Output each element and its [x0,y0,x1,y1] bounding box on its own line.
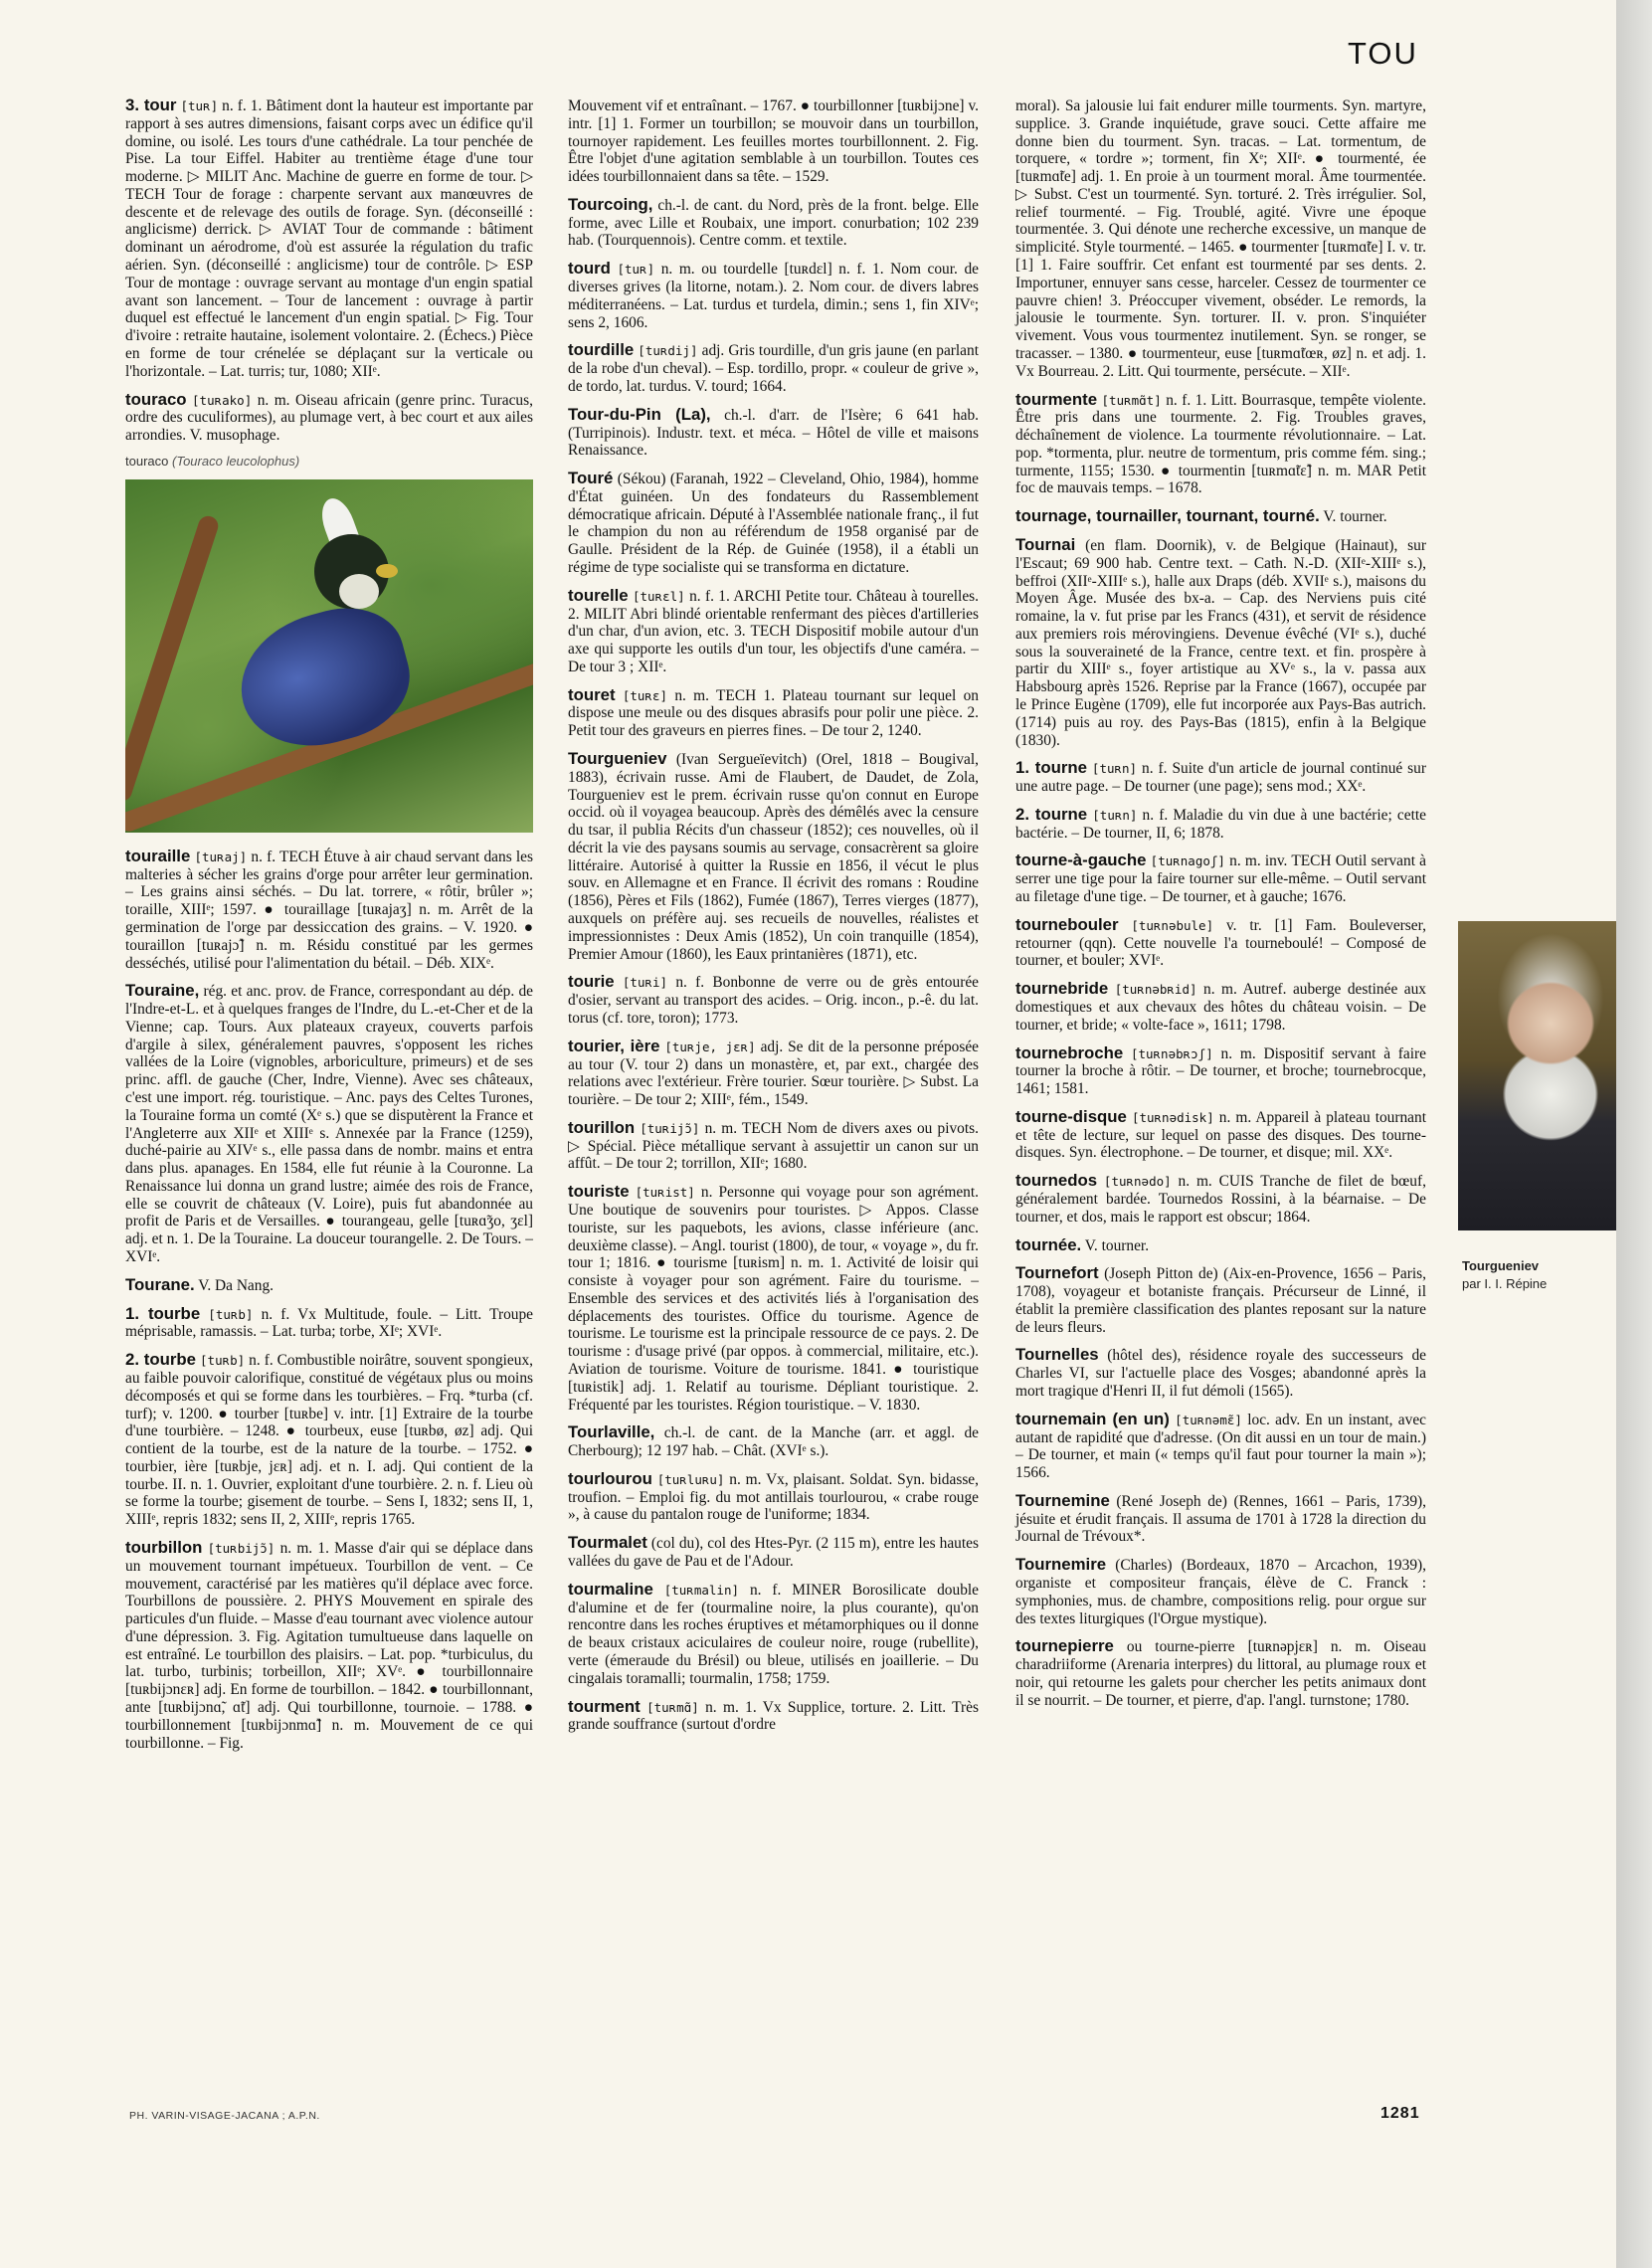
phonetic: [tuʀnədisk] [1131,1109,1214,1125]
phonetic: [tuʀbijɔ̃] [207,1540,275,1556]
headword: tournepierre [1015,1636,1114,1656]
figure-caption-touraco [125,454,533,469]
entry [125,1350,533,1529]
phonetic: [tuʀje, jɛʀ] [664,1039,756,1054]
phonetic: [tuʀb] [200,1353,246,1369]
phonetic: [tuʀmɑ̃] [646,1699,699,1715]
definition: ch.-l. de cant. de la Manche (arr. et aggl. de Cherbourg); 12 197 hab. – Chât. (XVIᵉ s.). [568,1424,979,1460]
entry [125,1538,533,1752]
headword: Tournefort [1015,1263,1099,1283]
definition: V. tourner. [1323,508,1387,526]
entry [568,749,979,963]
page-number: 1281 [1380,2105,1420,2122]
definition: n. f. Vx Multitude, foule. – Litt. Troupe méprisable, ramassis. – Lat. turba; torbe, XIᵉ; XVIᵉ. [125,1305,533,1341]
phonetic: [tuʀmɑ̃t] [1101,392,1162,408]
definition: n. m. TECH 1. Plateau tournant sur lequel on dispose une meule ou des disques abrasifs pour polir une pièce. 2. Petit tour des graveurs en pierres fines. – De tour 2, 1240. [568,686,979,740]
entry [568,1118,979,1173]
definition: n. f. Maladie du vin due à une bactérie; cette bactérie. – De tourner, II, 6; 1878. [1015,806,1426,842]
running-head: TOU [1348,36,1418,71]
definition: v. tr. [1] Fam. Bouleverser, retourner (qqn). Cette nouvelle l'a tourneboulé! – Composé de tourner, et bouler; XVIᵉ. [1015,916,1426,970]
bird-beak-shape [376,564,398,578]
entry [1015,1263,1426,1336]
entry [125,390,533,445]
headword: touraco [125,389,187,409]
headword: touret [568,684,616,704]
definition: n. m. Dispositif servant à faire tourner la broche à rôtir. – De tourner, et broche; tournebrocque, 1461; 1581. [1015,1044,1427,1098]
phonetic: [tuʀnəbʀid] [1114,982,1197,998]
phonetic: [tuʀijɔ̃] [640,1120,700,1136]
entry [568,1182,979,1414]
headword: tourdille [568,340,635,360]
entry [1015,506,1426,526]
phonetic: [tuʀnədo] [1103,1174,1172,1190]
headword: 1. tourbe [125,1303,201,1323]
definition: rég. et anc. prov. de France, correspondant au dép. de l'Indre-et-L. et à quelques franges de l'Indre, du L.-et-Cher et de la Vienne; cap. Tours. Aux plateaux crayeux, couverts parfois d'argile à silex, généralement pauvres, s'opposent les riches vallées de la Loire (vignobles, arboriculture, primeurs) et de ses princ. affl. de gauche (Cher, Indre, Vienne). Avec ses châteaux, c'est une import. rég. touristique. – Anc. pays des Celtes Turones, la Touraine forma un comté (Xᵉ s.) que se disputèrent la France et l'Angleterre aux XIIᵉ et XIIIᵉ s. Annexée par la France (1259), duché-pairie au XIVᵉ s., elle passa dans de nombr. mains et entra dans plus. apanages. En 1584, elle fut réunie à la Couronne. La Renaissance lui donna un grand lustre; aimée des rois de France, elle se couvrit de châteaux (V. Loire), puis fut abandonnée au profit de Paris et de Versailles. ● tourangeau, gelle [tuʀɑ̃ʒo, ʒɛl] adj. et n. 1. De la Touraine. La douceur tourangelle. 2. De Tours. – XVIᵉ. [125,983,533,1266]
definition: (Sékou) (Faranah, 1922 – Cleveland, Ohio, 1984), homme d'État guinéen. Un des fondateurs du Rassemblement démocratique africain. Député à l'Assemblée nationale franç., il fut le champion du non au référendum de 1958 organisé par de Gaulle. Président de la Rép. de Guinée (1958), il a établi un régime de type socialiste qui se transforma en dictature. [568,471,979,576]
headword: tourmente [1015,389,1098,409]
definition: n. m. Appareil à plateau tournant et tête de lecture, sur lequel on passe des disques. Des tourne-disques. Syn. électrophone. – De tourner, et disque; mil. XXᵉ. [1015,1108,1426,1162]
headword: tourie [568,972,615,992]
definition: n. m. inv. TECH Outil servant à serrer une tige pour la faire tourner sur elle-même. – Outil servant au filetage d'une tige. – De tourner, et à gauche; 1676. [1015,852,1426,906]
headword: tournebouler [1015,914,1119,934]
phonetic: [tuʀnəmɛ̃] [1175,1412,1242,1427]
headword: tourne-à-gauche [1015,850,1147,870]
headword: tournebride [1015,979,1109,999]
definition: V. Da Nang. [198,1276,275,1294]
definition: ch.-l. d'arr. de l'Isère; 6 641 hab. (Turripinois). Industr. text. et méca. – Hôtel de ville et maisons Renaissance. [568,406,979,460]
headword: Tourlaville, [568,1422,655,1442]
entry [1015,1107,1426,1162]
headword: tournedos [1015,1171,1098,1191]
entry [1015,95,1426,381]
phonetic: [tuʀn] [1091,761,1138,777]
headword: 1. tourne [1015,758,1087,778]
phonetic: [tuʀn] [1092,807,1138,823]
entry [568,340,979,395]
entry [568,1469,979,1524]
definition: n. f. Suite d'un article de journal continué sur une autre page. – De tourner (une page); sens mod.; XXᵉ. [1015,760,1426,796]
phonetic: [tuʀb] [208,1306,254,1322]
definition: n. f. 1. Litt. Bourrasque, tempête violente. Être pris dans une tourmente. 2. Fig. Troubles graves, déchaînement de violence. La tourmente révolutionnaire. – Lat. pop. *tormenta, plur. neutre de tormentum, pris comme fém. sing.; turmente, 1155; 1530. ● tourmentin [tuʀmɑ̃tɛ̃] n. m. MAR Petit foc de mauvais temps. – 1678. [1015,391,1427,497]
entry [1015,1555,1426,1627]
headword: touriste [568,1182,630,1202]
definition: (Charles) (Bordeaux, 1870 – Arcachon, 1939), organiste et compositeur français, élève de C. Franck : symphonies, mus. de chambre, compositions relig. pour orgue sur des textes liturgiques (l'Orgue mystique). [1015,1557,1426,1627]
entry [568,195,979,250]
entry [568,685,979,740]
headword: 3. tour [125,95,177,114]
touraco-bird-image [125,479,533,833]
entry [1015,805,1426,843]
tourgueniev-portrait-image [1458,921,1626,1230]
entry [1015,1636,1426,1709]
entry [1015,758,1426,796]
headword: tourd [568,259,611,279]
portrait-caption-artist: par I. I. Répine [1462,1276,1548,1292]
headword: tourmaline [568,1579,653,1599]
headword: Tourgueniev [568,749,667,768]
headword: tourillon [568,1117,636,1137]
entry [568,972,979,1027]
entry [1015,979,1426,1034]
headword: Tournemine [1015,1490,1110,1510]
entry [1015,1491,1426,1546]
portrait-caption-name: Tourgueniev [1462,1258,1540,1273]
definition: n. m. 1. Vx Supplice, torture. 2. Litt. Très grande souffrance (surtout d'ordre [568,1698,979,1734]
headword: tourbillon [125,1537,203,1557]
headword: Tournai [1015,534,1076,554]
entry [568,1533,979,1571]
phonetic: [tuʀaj] [194,849,248,864]
headword: tourne-disque [1015,1106,1127,1126]
entry [125,981,533,1266]
phonetic: [tuʀako] [192,392,253,408]
page-edge-shadow [1616,0,1652,2268]
entry [1015,1345,1426,1400]
definition: moral). Sa jalousie lui fait endurer mille tourments. Syn. martyre, supplice. 3. Grande inquiétude, grave souci. Cette affaire me donne bien du tourment. Syn. tracas. – Lat. tormentum, de torquere, « tordre »; torment, fin Xᵉ; XIIᵉ. ● tourmenté, ée [tuʀmɑ̃te] adj. 1. En proie à un tourment moral. Âme tourmentée. ▷ Subst. C'est un tourmenté. Syn. torturé. 2. Très irrégulier. Sol, relief tourmenté. – Fig. Troublé, agité. Vivre une époque tourmentée. 3. Qui dénote une recherche excessive, un manque de simplicité. Style tourmenté. – 1465. ● tourmenter [tuʀmɑ̃te] I. v. tr. [1] 1. Faire souffrir. Cet enfant est tourmenté par ses dents. 2. Importuner, ennuyer sans cesse, harceler. Cessez de tourmenter ce pauvre chien! 3. Préoccuper vivement, obséder. Le remords, la jalousie le tourmente. Syn. torturer. II. v. pron. S'inquiéter vivement. Vous vous tourmentez inutilement. Syn. se ronger, se tracasser. – 1380. ● tourmenteur, euse [tuʀmɑ̃tœʀ, øz] n. et adj. 1. Vx Bourreau. 2. Litt. Qui tourmente, persécute. – XIIᵉ. [1015,97,1426,380]
definition: adj. Gris tourdille, d'un gris jaune (en parlant de la robe d'un cheval). – Esp. tordillo, propr. « couleur de grive », de tordo, lat. turdus. V. tourd; 1664. [568,342,979,395]
phonetic: [tuʀɛ] [622,687,668,703]
definition: Mouvement vif et entraînant. – 1767. ● tourbillonner [tuʀbijɔne] v. intr. [1] 1. Former un tourbillon; se mouvoir dans un tourbillon, tournoyer rapidement. Les feuilles mortes tourbillonnent. 2. Fig. Être l'objet d'une agitation semblable à un tourbillon. Toutes ces idées tourbillonnaient dans sa tête. – 1529. [568,97,979,186]
bird-cheek-shape [339,574,379,609]
definition: n. f. Bonbonne de verre ou de grès entourée d'osier, servant au transport des acides. – Orig. incon., p.-ê. du lat. torus (cf. tore, toron); 1773. [568,974,979,1027]
definition: n. f. TECH Étuve à air chaud servant dans les malteries à sécher les grains d'orge pour arrêter leur germination. – Les grains ainsi séchés. – Du lat. torrere, « rôtir, brûler »; toraille, XIIIᵉ; 1597. ● touraillage [tuʀajaʒ] n. m. Arrêt de la germination de l'orge par dessiccation des grains. – V. 1920. ● touraillon [tuʀajɔ̃] n. m. Résidu constitué par les germes desséchés, utilisé pour l'alimentation du bétail. – Déb. XIXᵉ. [125,848,533,972]
definition: (René Joseph de) (Rennes, 1661 – Paris, 1739), jésuite et érudit français. Il assuma de 1701 à 1728 la direction du Journal de Trévoux*. [1015,1492,1426,1546]
touraco-photo [125,479,533,833]
headword: Tourmalet [568,1533,647,1553]
entry [568,1422,979,1460]
branch-shape [125,513,221,803]
headword: tourier, ière [568,1036,660,1055]
definition: n. m. Autref. auberge destinée aux domestiques et aux chevaux des hôtes du château voisin. – De tourner, et bride; « volte-face », 1611; 1798. [1015,981,1426,1034]
entry [1015,1410,1426,1482]
headword: tourment [568,1696,641,1716]
definition: V. tourner. [1084,1236,1150,1254]
column-left [125,95,533,1761]
entry [125,1275,533,1295]
headword: Touré [568,469,614,488]
entry [1015,1235,1426,1255]
definition: n. m. Vx, plaisant. Soldat. Syn. bidasse, troufion. – Emploi fig. du mot antillais tourlourou, « crabe rouge », à cause du pantalon rouge de l'uniforme; 1834. [568,1470,979,1524]
headword: tournemain (en un) [1015,1409,1170,1428]
definition: (hôtel des), résidence royale des successeurs de Charles VI, sur l'actuelle place des Vosges; abandonné après la mort tragique d'Henri II, il fut démoli (1565). [1015,1347,1426,1400]
entry [125,847,533,972]
caption-latin: (Touraco leucolophus) [172,453,300,469]
entry [125,95,533,381]
entry [568,1580,979,1688]
column-right [1015,95,1426,1719]
entry [1015,1043,1426,1098]
definition: (en flam. Doornik), v. de Belgique (Hainaut), sur l'Escaut; 69 900 hab. Centre text. – Cath. N.-D. (XIIᵉ-XIIIᵉ s.), beffroi (XIIᵉ-XIIIᵉ s.), halle aux Draps (déb. XVIIᵉ s.), maisons du Moyen Âge. Musée des bx-a. – Cap. des Nerviens puis cité romaine, la v. fut prise par les Francs (431), et servit de résidence aux premiers rois mérovingiens. Devenue évêché (VIᵉ s.), duché sous la souveraineté de la France, centre text. et fin. prospère à partir du XIIIᵉ s., foyer artistique au XVᵉ s., la v. passa aux Habsbourg après 1526. Reprise par la France (1667), occupée par le Prince Eugène (1709), elle fut incorporée aux Pays-Bas autrich. (1714) puis au roy. des Pays-Bas (1815), enfin à la Belgique (1830). [1015,536,1426,749]
definition: n. Personne qui voyage pour son agrément. Une boutique de souvenirs pour touristes. ▷ Appos. Classe touriste, sur les paquebots, les avions, classe inférieure (anc. deuxième classe). – Angl. tourist (1800), de tour, « voyage », du fr. tour 1; 1816. ● tourisme [tuʀism] n. m. 1. Activité de loisir qui consiste à voyager pour son agrément. Faire du tourisme. – Ensemble des services et des activités liés à l'organisation des déplacements des touristes. Office du tourisme. Agence de tourisme. Le tourisme est la principale ressource de ce pays. 2. De tourisme : d'usage privé (par oppos. à commercial, militaire, etc.). Aviation de tourisme. Voiture de tourisme. 1841. ● touristique [tuʀistik] adj. 1. Relatif au tourisme. Dépliant touristique. 2. Fréquenté par les touristes. Région touristique. – V. 1830. [568,1184,979,1414]
phonetic: [tuʀmalin] [663,1582,739,1598]
definition: n. m. ou tourdelle [tuʀdɛl] n. f. 1. Nom cour. de diverses grives (la litorne, notam.). 2. Nom cour. de divers labres méditerranéens. – Lat. turdus et turdela, dimin.; sens 1, fin XIVᵉ; sens 2, 1606. [568,261,979,331]
entry [568,259,979,331]
definition: n. m. TECH Nom de divers axes ou pivots. ▷ Spécial. Pièce métallique servant à assujettir un canon sur un affût. – De tour 2; torrillon, XIIᵉ; 1680. [568,1119,979,1173]
headword: Tour-du-Pin (La), [568,404,711,424]
phonetic: [tuʀi] [622,975,668,991]
definition: loc. adv. En un instant, avec autant de rapidité que d'adresse. (On dit aussi en un tour de main.) – De tourner, et main (« temps qu'il faut pour tourner la main »); 1566. [1015,1411,1426,1482]
headword: 2. tourbe [125,1350,197,1370]
phonetic: [tuʀist] [635,1185,695,1201]
headword: touraille [125,846,191,865]
caption-name: touraco [125,453,169,469]
headword: tournée. [1015,1234,1082,1254]
entry [568,469,979,577]
definition: n. f. MINER Borosilicate double d'alumine et de fer (tourmaline noire, la plus courante), qu'on rencontre dans les roches éruptives et métamorphiques ou il donne de beaux cristaux aciculaires de couleur noire, rouge (rubellite), verte (émeraude du Brésil) ou bleue, utilisés en joaillerie. – Du cingalais toramalli; tourmalin, 1758; 1759. [568,1581,979,1687]
phonetic: [tuʀnəbule] [1131,917,1214,933]
definition: (col du), col des Htes-Pyr. (2 115 m), entre les hautes vallées du gave de Pau et de l'Adour. [568,1535,979,1571]
entry [568,405,979,460]
photo-credit: PH. VARIN-VISAGE-JACANA ; A.P.N. [129,2110,320,2122]
entry [568,586,979,676]
headword: Tourane. [125,1274,195,1294]
entry [1015,1171,1426,1226]
bird-body-shape [226,594,423,763]
phonetic: [tuʀ] [617,262,655,278]
definition: ou tourne-pierre [tuʀnəpjɛʀ] n. m. Oiseau charadriiforme (Arenaria interpres) du littoral, au plumage roux et noir, qui retourne les galets pour chercher les petits animaux dont il se nourrit. – De tourner, et pierre, d'ap. l'angl. turnstone; 1780. [1015,1638,1426,1709]
phonetic: [tuʀluʀu] [656,1471,725,1487]
definition: n. m. CUIS Tranche de filet de bœuf, généralement bardée. Tournedos Rossini, à la béarnaise. – De tourner, et dos, mais le rapport est obscur; 1864. [1015,1173,1426,1226]
entry [1015,390,1426,498]
entry [125,1304,533,1342]
entry [568,95,979,186]
headword: Tourcoing, [568,194,653,214]
definition: (Ivan Sergueïevitch) (Orel, 1818 – Bougival, 1883), écrivain russe. Ami de Flaubert, de Daudet, de Zola, Tourgueniev est le prem. écrivain russe qu'on connut en Europe occid. où il voyagea beaucoup. Après des démêlés avec la censure du tsar, il publia Récits d'un chasseur (1852); ces nouvelles, où il décrit la vie des paysans soumis au servage, consacrèrent sa gloire littéraire. Autorisé à quitter la Russie en 1856, il vécut le plus souv. en Allemagne et en France. Il écrivit des romans : Roudine (1856), Pères et Fils (1862), Fumée (1867), Terres vierges (1877), auxquels on préfère auj. ses recueils de nouvelles, réalistes et impressionnistes : Deux Amis (1852), Un coin tranquille (1854), Premier Amour (1860), les Eaux printanières (1871), etc. [568,751,979,963]
headword: tourlourou [568,1468,652,1488]
entry [1015,915,1426,970]
definition: n. m. Oiseau africain (genre princ. Turacus, ordre des cuculiformes), au plumage vert, à bec court et aux ailes arrondies. V. musophage. [125,391,533,445]
portrait-caption [1462,1257,1547,1293]
definition: adj. Se dit de la personne préposée au tour (V. tour 2) dans un monastère, et, par ext., chargée des relations avec l'extérieur. Frère tourier. Sœur tourière. ▷ Subst. La tourière. – De tour 2; XIIIᵉ, fém., 1549. [568,1038,980,1109]
phonetic: [tuʀɛl] [633,588,685,604]
entry [1015,535,1426,749]
headword: Tournelles [1015,1345,1099,1365]
headword: Tournemire [1015,1555,1107,1575]
entry [1015,850,1426,905]
entry [568,1037,979,1109]
phonetic: [tuʀnagoʃ] [1150,853,1225,869]
column-middle [568,95,979,1743]
definition: n. m. 1. Masse d'air qui se déplace dans un mouvement tournant impétueux. Tourbillon de vent. – Ce mouvement, caractérisé par les matières qu'il déplace avec force. Tourbillons de poussière. 2. PHYS Mouvement en spirale des particules d'un fluide. – Masse d'eau tournant avec violence autour d'une dépression. 3. Fig. Agitation tumultueuse dans laquelle on est entraîné. Le tourbillon des plaisirs. – Lat. pop. *turbiculus, du lat. turbo, turbinis; torbeillon, XIIᵉ; XVᵉ. ● tourbillonnaire [tuʀbijɔnɛʀ] adj. En forme de tourbillon. – 1842. ● tourbillonnant, ante [tuʀbijɔnɑ̃, ɑ̃t] adj. Qui tourbillonne, tournoie. – 1788. ● tourbillonnement [tuʀbijɔnmɑ̃] n. m. Mouvement de ce qui tourbillonne. – Fig. [125,1539,533,1752]
definition: (Joseph Pitton de) (Aix-en-Provence, 1656 – Paris, 1708), voyageur et botaniste français. Précurseur de Linné, il établit la première classification des plantes reposant sur la nature de leurs fleurs. [1015,1265,1426,1336]
definition: n. f. 1. Bâtiment dont la hauteur est importante par rapport à ses autres dimensions, faisant corps avec un édifice qu'il domine, ou isolé. Les tours d'une cathédrale. La tour penchée de Pise. La tour Eiffel. Habiter au trentième étage d'une tour moderne. ▷ MILIT Anc. Machine de guerre en forme de tour. ▷ TECH Tour de forage : charpente servant aux manœuvres de descente et de relevage des outils de forage. Syn. (déconseillé : anglicisme) derrick. ▷ AVIAT Tour de commande : bâtiment dominant un aérodrome, d'où est assurée la régulation du trafic aérien. Syn. (déconseillé : anglicisme) tour de contrôle. ▷ ESP Tour de montage : ouvrage servant au montage d'un engin spatial avant son lancement. – Tour de lancement : ouvrage à partir duquel est effectué le lancement d'un engin spatial. ▷ Fig. Tour d'ivoire : retraite hautaine, isolement volontaire. 2. (Échecs.) Pièce en forme de tour crénelée se déplaçant sur la verticale ou l'horizontale. – Lat. turris; tur, 1080; XIIᵉ. [125,97,533,380]
headword: tournebroche [1015,1042,1124,1062]
headword: tournage, tournailler, tournant, tourné. [1015,506,1320,526]
phonetic: [tuʀ] [180,98,219,113]
headword: 2. tourne [1015,804,1088,824]
definition: n. f. 1. ARCHI Petite tour. Château à tourelles. 2. MILIT Abri blindé orientable renfermant des pièces d'artilleries d'un char, d'un avion, etc. 3. TECH Dispositif mobile autour d'un axe qui supporte les outils d'un tour, les objectifs d'une caméra. – De tour 3 ; XIIᵉ. [568,587,979,675]
headword: Touraine, [125,981,200,1001]
headword: tourelle [568,585,629,605]
phonetic: [tuʀdij] [638,343,698,359]
definition: n. f. Combustible noirâtre, souvent spongieux, au faible pouvoir calorifique, constitué de végétaux plus ou moins décomposés et qui se forme dans les tourbières. – Frq. *turba (cf. turf); v. 1200. ● tourber [tuʀbe] v. intr. [1] Extraire de la tourbe d'une tourbière. – 1248. ● tourbeux, euse [tuʀbø, øz] adj. Qui contient de la tourbe, est de la nature de la tourbe. – 1752. ● tourbier, ière [tuʀbje, jɛʀ] adj. et n. I. adj. Qui contient de la tourbe. II. n. 1. Ouvrier, exploitant d'une tourbière. 2. n. f. Lieu où se forme la tourbe; gisement de tourbe. – Sens I, 1832; sens II, 1, XIIIᵉ, repris 1832; sens II, 2, XIIIᵉ, repris 1765. [125,1352,533,1529]
definition: ch.-l. de cant. du Nord, près de la front. belge. Elle forme, avec Lille et Roubaix, une import. conurbation; 102 239 hab. (Tourquennois). Centre comm. et textile. [568,196,979,250]
phonetic: [tuʀnəbʀɔʃ] [1130,1045,1213,1061]
entry [568,1697,979,1735]
